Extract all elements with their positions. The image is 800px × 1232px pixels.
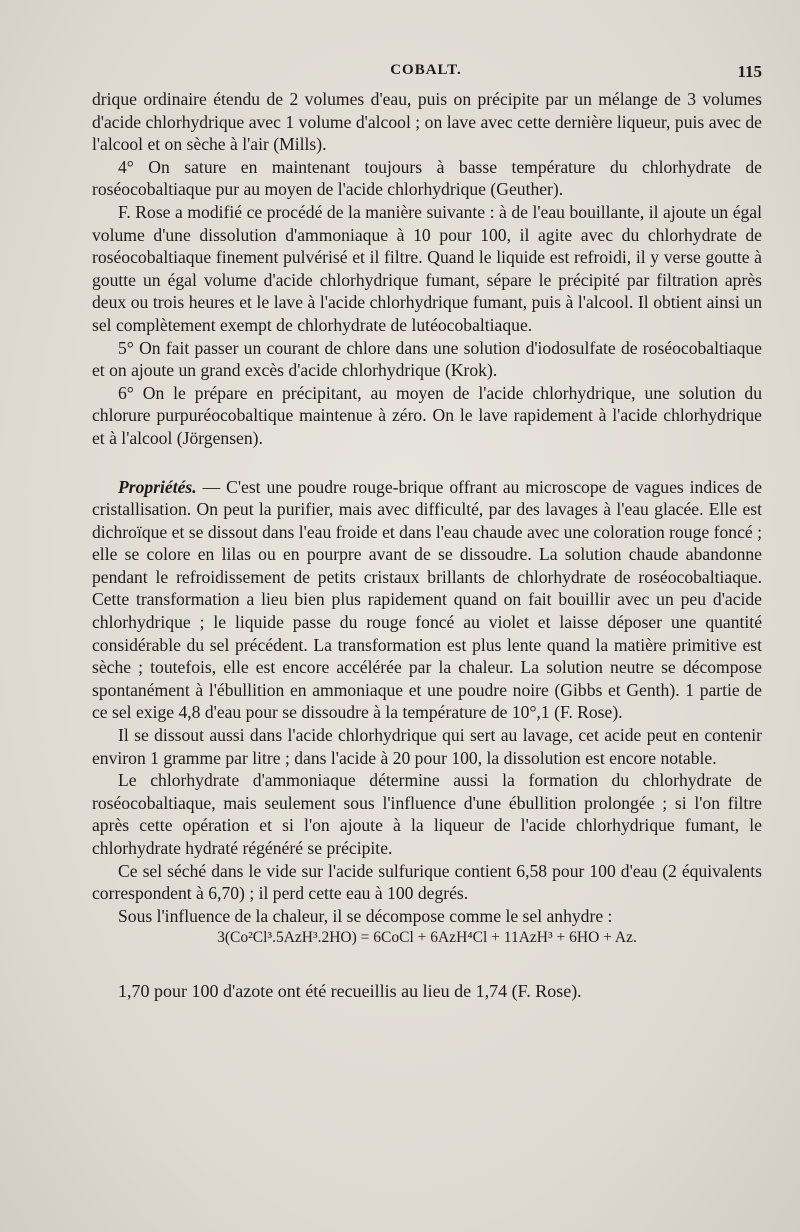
paragraph-final: 1,70 pour 100 d'azote ont été recueillis au lieu de 1,74 (F. Rose). — [118, 980, 582, 1001]
paragraph-method-4: 4° On sature en maintenant toujours à basse température du chlorhydrate de roséocobaltiaque pur au moyen de l'acide chlorhydrique (Geuther). — [92, 156, 762, 200]
paragraph-rose-method: F. Rose a modifié ce procédé de la manière suivante : à de l'eau bouillante, il ajoute un égal volume d'une dissolution d'ammoniaque à 10 pour 100, il agite avec du chlorhydrate de roséocobaltiaque finement pulvérisé et il filtre. Quand le liquide est refroidi, il y verse goutte à goutte un égal volume d'acide chlorhydrique fumant, sépare le précipité par filtration après deux ou trois heures et le lave à l'acide chlorhydrique fumant, puis à l'alcool. Il obtient ainsi un sel complètement exempt de chlorhydrate de lutéocobaltiaque. — [92, 201, 762, 335]
paragraph-method-6: 6° On le prépare en précipitant, au moyen de l'acide chlorhydrique, une solution du chlorure purpuréocobaltique maintenue à zéro. On le lave rapidement à l'acide chlorhydrique et à l'alcool (Jörgensen). — [92, 382, 762, 448]
chemical-formula: 3(Co²Cl³.5AzH³.2HO) = 6CoCl + 6AzH⁴Cl + 11AzH³ + 6HO + Az. — [217, 929, 637, 947]
page-number: 115 — [737, 62, 762, 81]
paragraph-water-content: Ce sel séché dans le vide sur l'acide sulfurique contient 6,58 pour 100 d'eau (2 équivalents correspondent à 6,70) ; il perd cette eau à 100 degrés. — [92, 860, 762, 904]
paragraph-properties — [92, 476, 762, 725]
page-body — [92, 88, 762, 1003]
section-dash: — — [196, 476, 227, 497]
page-header — [90, 58, 762, 86]
running-title: COBALT. — [390, 62, 462, 78]
paragraph-continuation: drique ordinaire étendu de 2 volumes d'eau, puis on précipite par un mélange de 3 volumes d'acide chlorhydrique avec 1 volume d'alcool ; on lave avec cette dernière liqueur, puis avec de l'alcool et on sèche à l'air (Mills). — [92, 89, 762, 155]
paragraph-solubility: Il se dissout aussi dans l'acide chlorhydrique qui sert au lavage, cet acide peut en contenir environ 1 gramme par litre ; dans l'acide à 20 pour 100, la dissolution est encore notable. — [92, 725, 762, 768]
paragraph-ammonium-chloride: Le chlorhydrate d'ammoniaque détermine aussi la formation du chlorhydrate de roséocobaltiaque, mais seulement sous l'influence d'une ébullition prolongée ; si l'on filtre après cette opération et si l'on ajoute à la liqueur de l'acide chlorhydrique fumant, le chlorhydrate hydraté régénéré se précipite. — [92, 770, 762, 858]
properties-text: C'est une poudre rouge-brique offrant au microscope de vagues indices de cristallisation. On peut la purifier, mais avec difficulté, par des lavages à l'eau glacée. Elle est dichroïque et se dissout dans l'eau froide et dans l'eau chaude avec une coloration rouge foncé ; elle se colore en lilas ou en pourpre avant de se dissoudre. La solution chaude abandonne pendant le refroidissement de petits cristaux brillants de chlorhydrate de roséocobaltiaque. Cette transformation a lieu bien plus rapidement quand on fait bouillir avec un peu d'acide chlorhydrique ; le liquide passe du rouge foncé au violet et laisse déposer une quantité considérable du sel précédent. La transformation est plus lente quand la matière primitive est sèche ; toutefois, elle est encore accélérée par la chaleur. La solution neutre se décompose spontanément à l'ébullition en ammoniaque et une poudre noire (Gibbs et Genth). 1 partie de ce sel exige 4,8 d'eau pour se dissoudre à la température de 10°,1 (F. Rose). — [92, 476, 763, 723]
paragraph-method-5: 5° On fait passer un courant de chlore dans une solution d'iodosulfate de roséocobaltiaque et on ajoute un grand excès d'acide chlorhydrique (Krok). — [92, 337, 762, 381]
section-title-properties: Propriétés. — [118, 476, 197, 497]
paragraph-heat: Sous l'influence de la chaleur, il se décompose comme le sel anhydre : — [118, 905, 613, 926]
